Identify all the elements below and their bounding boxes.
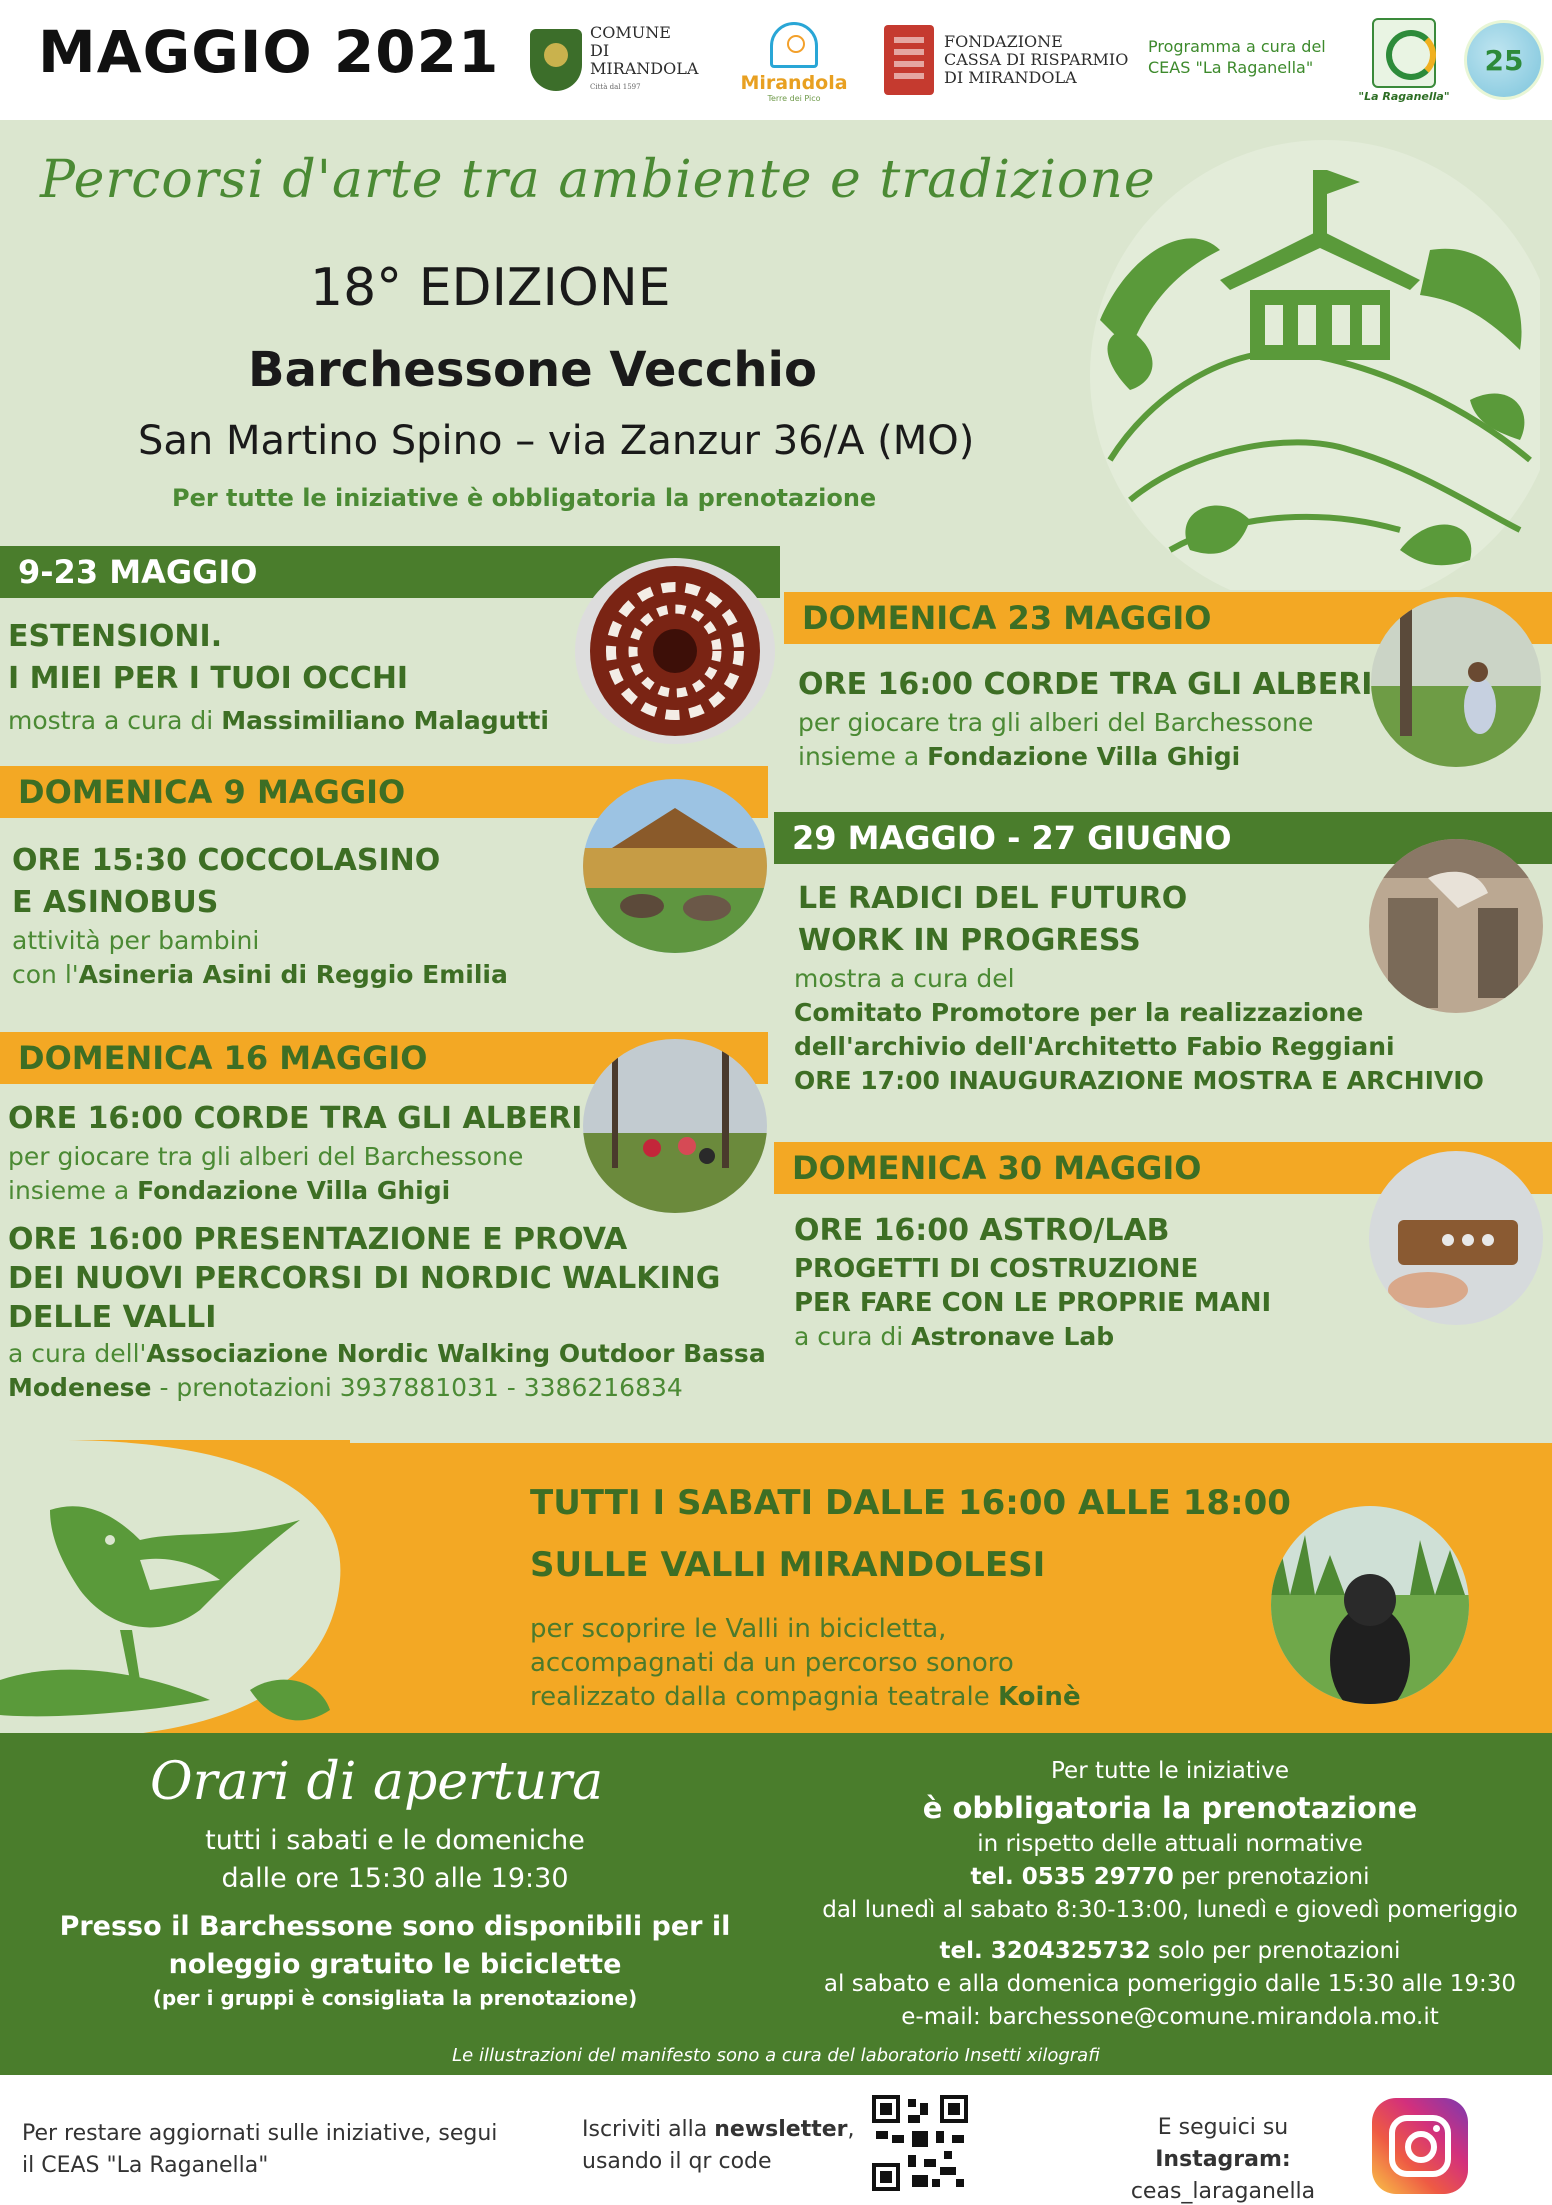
event-header-domenica-30-maggio: DOMENICA 30 MAGGIO	[774, 1142, 1552, 1194]
email-link[interactable]: e-mail: barchessone@comune.mirandola.mo.it	[901, 2004, 1439, 2030]
event-text: attività per bambini	[12, 926, 260, 955]
event-subtitle: PER FARE CON LE PROPRIE MANI	[794, 1288, 1272, 1318]
event-text: mostra a cura di	[8, 706, 222, 735]
event-text: per giocare tra gli alberi del Barchessone	[8, 1142, 524, 1171]
event-title: ESTENSIONI.	[8, 619, 223, 654]
saturday-block	[530, 1472, 1291, 1714]
booking-line: Per tutte le iniziative	[1051, 1758, 1289, 1784]
event-text: a cura di	[794, 1322, 912, 1351]
fondazione-crest-icon	[884, 25, 934, 95]
programma-line1: Programma a cura del	[1148, 37, 1326, 56]
newsletter-qr-code-icon[interactable]	[872, 2095, 968, 2191]
instagram-text	[1088, 2112, 1358, 2205]
programma-text	[1148, 36, 1326, 78]
event-header-domenica-9-maggio: DOMENICA 9 MAGGIO	[0, 766, 768, 818]
event-subtitle: PROGETTI DI COSTRUZIONE	[794, 1254, 1199, 1284]
instagram-handle[interactable]: ceas_laraganella	[1130, 2179, 1316, 2204]
event-organizer: Fondazione Villa Ghigi	[927, 742, 1241, 771]
comune-small: Città dal 1597	[590, 83, 641, 91]
mirandola-sub: Terre dei Pico	[767, 94, 821, 103]
programma-line2: CEAS "La Raganella"	[1148, 58, 1314, 77]
bike-rental-text: Presso il Barchessone sono disponibili per il	[59, 1911, 731, 1942]
event-title: ORE 16:00 ASTRO/LAB	[794, 1213, 1170, 1248]
footer-line: ,	[847, 2117, 855, 2142]
event-text: con l'	[12, 960, 79, 989]
globe-number: 25	[1484, 43, 1524, 77]
booking-line: in rispetto delle attuali normative	[977, 1831, 1363, 1857]
fondazione-line2: CASSA DI RISPARMIO	[944, 50, 1129, 69]
saturday-company: Koinè	[997, 1682, 1081, 1712]
event-title: DEI NUOVI PERCORSI DI NORDIC WALKING	[8, 1261, 721, 1296]
hours-days: tutti i sabati e le domeniche	[205, 1825, 585, 1856]
event-photo-corde-23	[1370, 596, 1542, 768]
fondazione-line3: DI MIRANDOLA	[944, 68, 1077, 87]
event-title: ORE 16:00 CORDE TRA GLI ALBERI	[798, 667, 1373, 702]
event-block-estensioni	[8, 616, 549, 738]
footer-line: Per restare aggiornati sulle iniziative, segui	[22, 2121, 498, 2146]
footer-line: usando il qr code	[582, 2149, 772, 2174]
phone-hours-1: dal lunedì al sabato 8:30-13:00, lunedì e giovedì pomeriggio	[822, 1897, 1518, 1923]
booking-note: Per tutte le iniziative è obbligatoria la prenotazione	[172, 484, 877, 512]
illustration-credits: Le illustrazioni del manifesto sono a cura del laboratorio Insetti xilografi	[452, 2045, 1100, 2066]
event-text: per giocare tra gli alberi del Barchessone	[798, 708, 1314, 737]
mirandola-icon	[770, 22, 818, 68]
event-title: ORE 16:00 CORDE TRA GLI ALBERI	[8, 1101, 583, 1136]
footer-follow-text	[22, 2118, 497, 2182]
saturday-text: realizzato dalla compagnia teatrale	[530, 1682, 998, 1712]
event-text: insieme a	[8, 1176, 138, 1205]
event-block-radici	[794, 878, 1484, 1098]
event-text: insieme a	[798, 742, 928, 771]
event-block-coccolasino	[12, 840, 508, 992]
footer-line: il CEAS "La Raganella"	[22, 2153, 269, 2178]
event-title: DELLE VALLI	[8, 1300, 217, 1335]
event-photo-astrolab	[1368, 1150, 1544, 1326]
booking-line: per prenotazioni	[1173, 1864, 1370, 1890]
event-title: E ASINOBUS	[12, 885, 219, 920]
bike-rental-text: noleggio gratuito le biciclette	[168, 1949, 622, 1980]
event-organizer: Fondazione Villa Ghigi	[137, 1176, 451, 1205]
event-organizer: Comitato Promotore per la realizzazione	[794, 998, 1364, 1027]
event-text: a cura dell'	[8, 1339, 147, 1368]
instagram-icon[interactable]	[1372, 2098, 1468, 2194]
fondazione-logo	[884, 12, 1128, 108]
event-title: ORE 16:00 PRESENTAZIONE E PROVA	[8, 1222, 628, 1257]
subtitle: Percorsi d'arte tra ambiente e tradizione	[40, 150, 1156, 210]
booking-block	[800, 1755, 1540, 2034]
event-photo-coccolasino	[582, 778, 768, 954]
fondazione-line1: FONDAZIONE	[944, 32, 1063, 51]
saturday-photo	[1270, 1505, 1470, 1705]
event-organizer: Astronave Lab	[911, 1322, 1115, 1351]
event-curator: Massimiliano Malagutti	[221, 706, 549, 735]
raganella-caption: "La Raganella"	[1358, 90, 1450, 103]
hours-block	[40, 1822, 750, 2012]
event-organizer: Associazione Nordic Walking Outdoor Bassa	[146, 1339, 766, 1368]
mirandola-name: Mirandola	[740, 72, 848, 94]
venue-address: San Martino Spino – via Zanzur 36/A (MO)	[138, 418, 975, 464]
venue-name: Barchessone Vecchio	[248, 342, 817, 398]
footer-line: E seguici su	[1157, 2115, 1289, 2140]
event-header-9-23-maggio: 9-23 MAGGIO	[0, 546, 780, 598]
booking-line: solo per prenotazioni	[1150, 1938, 1401, 1964]
newsletter-text	[582, 2114, 855, 2178]
edition-title: 18° EDIZIONE	[310, 258, 671, 318]
phone-hours-2: al sabato e alla domenica pomeriggio dalle 15:30 alle 19:30	[823, 1971, 1517, 1997]
event-block-astrolab	[794, 1210, 1271, 1354]
instagram-label: Instagram:	[1155, 2147, 1291, 2172]
comune-logo	[530, 12, 698, 108]
event-text: mostra a cura del	[794, 964, 1015, 993]
comune-line3: MIRANDOLA	[590, 59, 699, 78]
event-block-corde-23	[798, 664, 1372, 774]
raganella-logo	[1356, 18, 1452, 103]
event-header-29-maggio-27-giugno: 29 MAGGIO - 27 GIUGNO	[774, 812, 1552, 864]
event-title: WORK IN PROGRESS	[798, 923, 1141, 958]
booking-required: è obbligatoria la prenotazione	[922, 1791, 1418, 1825]
event-organizer: dell'archivio dell'Architetto Fabio Reggiani	[794, 1032, 1395, 1061]
saturday-text: per scoprire le Valli in bicicletta,	[530, 1614, 947, 1644]
comune-crest-icon	[530, 29, 582, 91]
event-title: I MIEI PER I TUOI OCCHI	[8, 661, 409, 696]
saturday-text: accompagnati da un percorso sonoro	[530, 1648, 1014, 1678]
mirandola-logo	[742, 12, 846, 108]
newsletter-label: newsletter	[714, 2117, 848, 2142]
comune-line1: COMUNE	[590, 23, 671, 42]
phone-number-2[interactable]: tel. 3204325732	[939, 1938, 1151, 1964]
event-photo-estensioni	[572, 556, 778, 746]
saturday-title: TUTTI I SABATI DALLE 16:00 ALLE 18:00	[530, 1483, 1291, 1523]
event-header-domenica-23-maggio: DOMENICA 23 MAGGIO	[784, 592, 1552, 644]
footer-line: Iscriviti alla	[582, 2117, 715, 2142]
raganella-icon	[1372, 18, 1436, 88]
event-organizer: Modenese	[8, 1373, 152, 1402]
phone-number-1[interactable]: tel. 0535 29770	[970, 1864, 1174, 1890]
event-organizer: Asineria Asini di Reggio Emilia	[78, 960, 508, 989]
event-block-corde-16	[8, 1098, 766, 1405]
event-header-domenica-16-maggio: DOMENICA 16 MAGGIO	[0, 1032, 768, 1084]
event-phone-numbers: - prenotazioni 3937881031 - 3386216834	[151, 1373, 683, 1402]
anniversary-globe-icon	[1464, 20, 1544, 100]
saturday-subtitle: SULLE VALLI MIRANDOLESI	[530, 1545, 1046, 1585]
event-title: LE RADICI DEL FUTURO	[798, 881, 1188, 916]
hours-title: Orari di apertura	[150, 1752, 604, 1812]
comune-line2: DI	[590, 41, 610, 60]
event-inauguration: ORE 17:00 INAUGURAZIONE MOSTRA E ARCHIVIO	[794, 1066, 1484, 1095]
event-title: ORE 15:30 COCCOLASINO	[12, 843, 441, 878]
bike-rental-note: (per i gruppi è consigliata la prenotazione)	[152, 1986, 638, 2010]
hours-times: dalle ore 15:30 alle 19:30	[221, 1863, 569, 1894]
month-title: MAGGIO 2021	[38, 18, 500, 86]
woodcut-bird-illustration	[0, 1440, 350, 1738]
